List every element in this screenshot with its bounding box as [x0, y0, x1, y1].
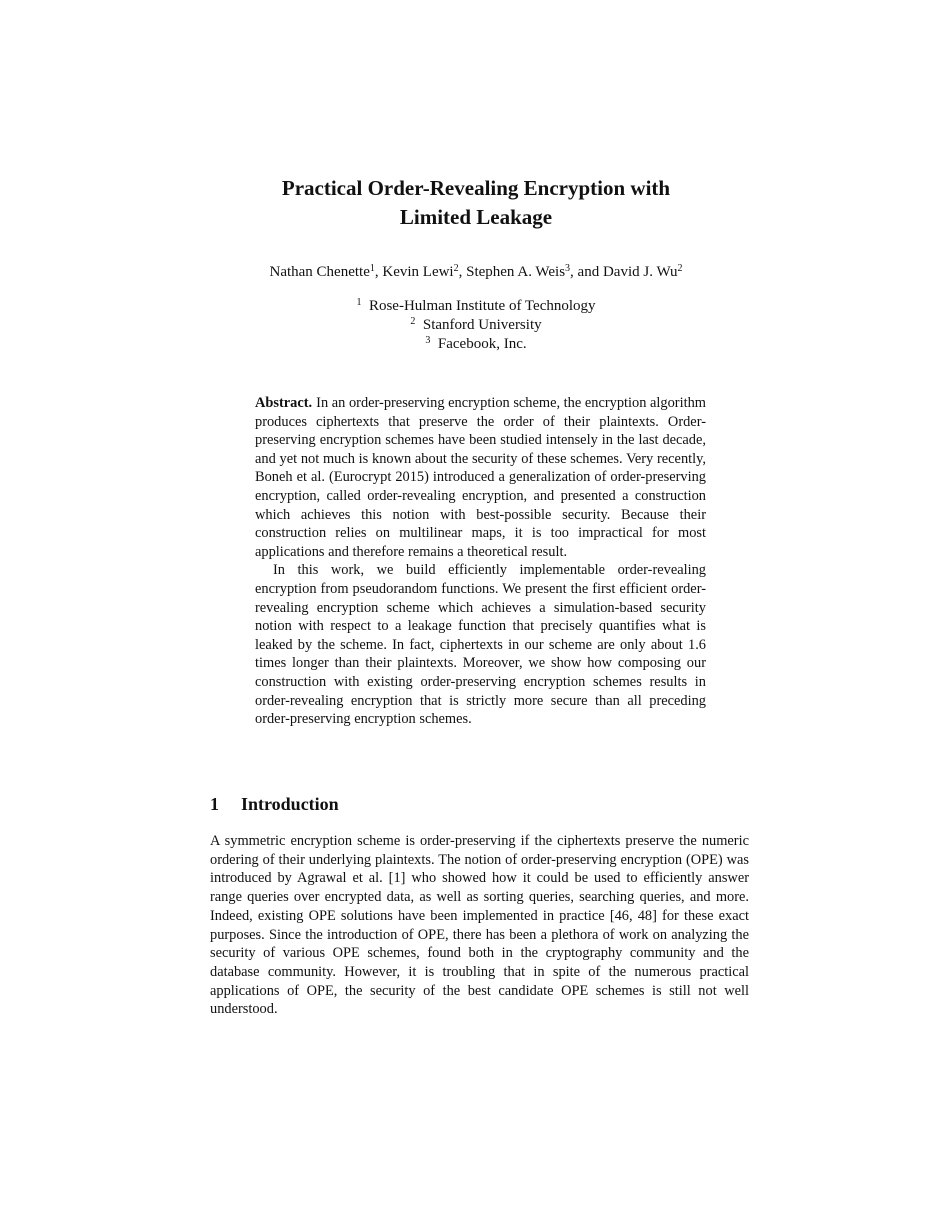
affiliation-mark: 3 [565, 263, 571, 274]
affiliation-mark: 1 [356, 297, 362, 308]
affiliation [180, 316, 772, 335]
affiliation-mark: 1 [369, 263, 375, 274]
affiliation-name: Facebook, Inc. [437, 336, 527, 352]
affiliation [180, 335, 772, 354]
author-name: David J. Wu [602, 264, 678, 280]
abstract-text: In an order-preserving encryption scheme, the encryption algorithm produces ciphertexts that preserve the order of their plaintexts. Order-preserving encryption schemes have been studied intensely in the last decade, and yet not much is known about the security of these schemes. Very recently, Boneh et al. (Eurocrypt 2015) introduced a generalization of order-preserving encryption, called order-revealing encryption, and presented a construction which achieves this notion with best-possible security. Because their construction relies on multilinear maps, it is too impractical for most applications and therefore remains a theoretical result. [255, 395, 706, 560]
title-line-1: Practical Order-Revealing Encryption with [281, 176, 671, 200]
affiliation [180, 297, 772, 316]
author-name: Stephen A. Weis [466, 264, 566, 280]
abstract-label: Abstract. [255, 395, 313, 411]
section-title: Introduction [241, 794, 339, 814]
affiliation-name: Rose-Hulman Institute of Technology [368, 298, 596, 314]
affiliation-mark: 2 [410, 316, 416, 327]
author-conjunction: , and [570, 264, 603, 280]
affiliation-mark: 2 [453, 263, 459, 274]
affiliation-name: Stanford University [422, 317, 542, 333]
abstract [255, 394, 706, 729]
abstract-paragraph [255, 394, 706, 561]
affiliation-list [180, 297, 772, 354]
author-name: Nathan Chenette [269, 264, 370, 280]
section-number: 1 [210, 794, 219, 814]
author-separator: , [458, 264, 467, 280]
title-line-2: Limited Leakage [399, 205, 553, 229]
abstract-paragraph: In this work, we build efficiently implementable order-revealing encryption from pseudorandom functions. We present the first efficient order-revealing encryption scheme which achieves a simulation-based security notion with respect to a leakage function that precisely quantifies what is leaked by the scheme. In fact, ciphertexts in our scheme are only about 1.6 times longer than their plaintexts. Moreover, we show how composing our construction with existing order-preserving encryption schemes results in order-revealing encryption that is strictly more secure than all preceding order-preserving encryption schemes. [255, 562, 706, 728]
paper-title [180, 174, 772, 232]
author-separator: , [374, 264, 383, 280]
affiliation-mark: 2 [677, 263, 683, 274]
author-list [180, 262, 772, 282]
section-heading [210, 794, 339, 815]
body-paragraph: A symmetric encryption scheme is order-preserving if the ciphertexts preserve the numeric ordering of their underlying plaintexts. The notion of order-preserving encryption (OPE) was introduced by Agrawal et al. [1] who showed how it could be used to efficiently answer range queries over encrypted data, as well as sorting queries, searching queries, and more. Indeed, existing OPE solutions have been implemented in practice [46, 48] for these exact purposes. Since the introduction of OPE, there has been a plethora of work on analyzing the security of various OPE schemes, found both in the cryptography community and the database community. However, it is troubling that in spite of the numerous practical applications of OPE, the security of the best candidate OPE schemes is still not well understood. [210, 833, 749, 1018]
affiliation-mark: 3 [425, 335, 431, 346]
author-name: Kevin Lewi [382, 264, 454, 280]
